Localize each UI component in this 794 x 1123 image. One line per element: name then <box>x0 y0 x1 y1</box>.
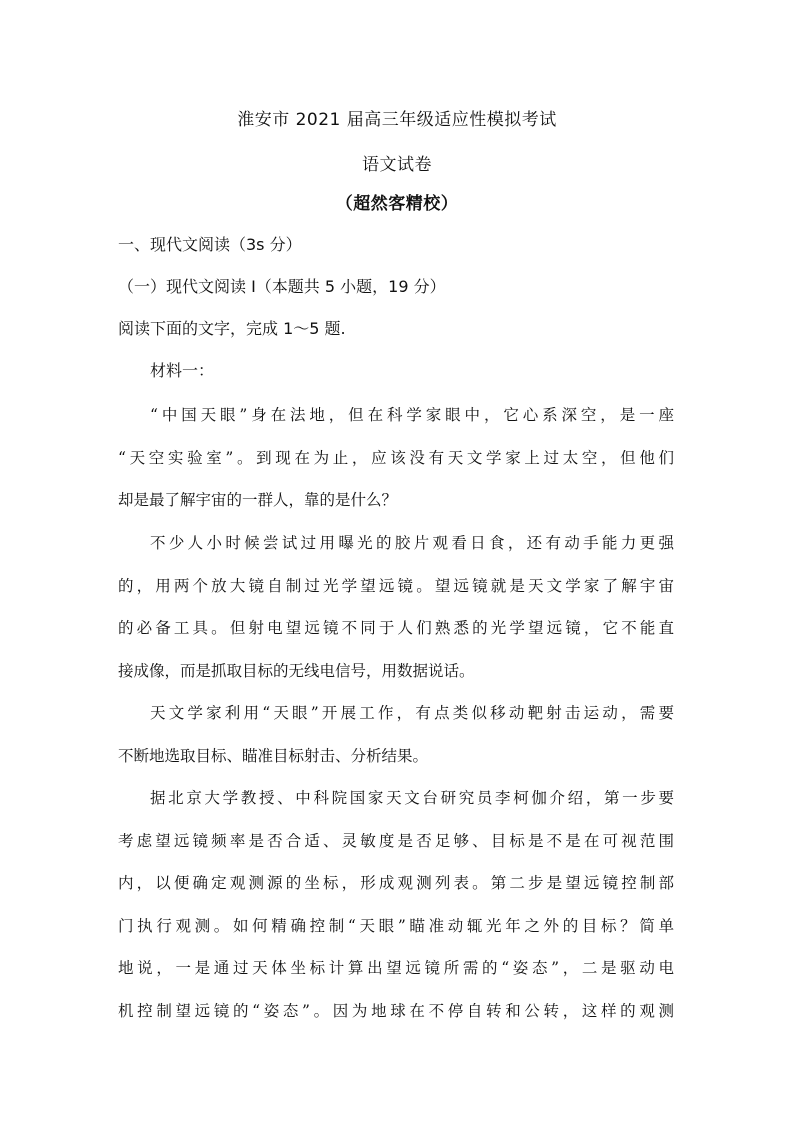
paragraph-line: 内，以便确定观测源的坐标，形成观测列表。第二步是望远镜控制部 <box>118 874 674 893</box>
exam-subtitle: 语文试卷 <box>362 155 432 175</box>
paragraph-line: “中国天眼”身在法地，但在科学家眼中，它心系深空，是一座 <box>150 406 674 424</box>
paragraph-line: 不少人小时候尝试过用曝光的胶片观看日食，还有动手能力更强 <box>150 534 674 552</box>
paragraph-line: 的，用两个放大镜自制过光学望远镜。望远镜就是天文学家了解宇宙 <box>118 576 674 595</box>
exam-source: （超然客精校） <box>335 194 459 214</box>
paragraph-4 <box>118 777 674 1033</box>
paragraph-line: 据北京大学教授、中科院国家天文台研究员李柯伽介绍，第一步要 <box>150 789 674 807</box>
paragraph-line: 的必备工具。但射电望远镜不同于人们熟悉的光学望远镜，它不能直 <box>118 619 674 638</box>
paragraph-3 <box>118 692 674 777</box>
paragraph-line: 考虑望远镜频率是否合适、灵敏度是否足够、目标是不是在可视范围 <box>118 831 674 850</box>
paragraph-1 <box>118 394 674 522</box>
reading-instruction: 阅读下面的文字，完成 1～5 题. <box>118 319 346 338</box>
paragraph-line: 门执行观测。如何精确控制“天眼”瞄准动辄光年之外的目标？简单 <box>118 916 674 935</box>
paragraph-line: 接成像，而是抓取目标的无线电信号，用数据说话。 <box>118 661 475 680</box>
section-subheading: （一）现代文阅读 I（本题共 5 小题，19 分） <box>118 277 446 296</box>
paragraph-line: 天文学家利用“天眼”开展工作，有点类似移动靶射击运动，需要 <box>150 704 674 722</box>
paragraph-line: 却是最了解宇宙的一群人，靠的是什么？ <box>118 491 398 510</box>
paragraph-line: 地说，一是通过天体坐标计算出望远镜所需的“姿态”，二是驱动电 <box>118 959 674 978</box>
paragraph-line: 不断地选取目标、瞄准目标射击、分析结果。 <box>118 746 429 765</box>
paragraph-line: 机控制望远镜的“姿态”。因为地球在不停自转和公转，这样的观测 <box>118 1001 674 1020</box>
section-heading: 一、现代文阅读（3s 分） <box>118 235 302 254</box>
exam-title: 淮安市 2021 届高三年级适应性模拟考试 <box>237 110 557 130</box>
paragraph-2 <box>118 522 674 692</box>
paragraph-line: “天空实验室”。到现在为止，应该没有天文学家上过太空，但他们 <box>118 448 674 467</box>
material-label: 材料一： <box>150 361 215 380</box>
